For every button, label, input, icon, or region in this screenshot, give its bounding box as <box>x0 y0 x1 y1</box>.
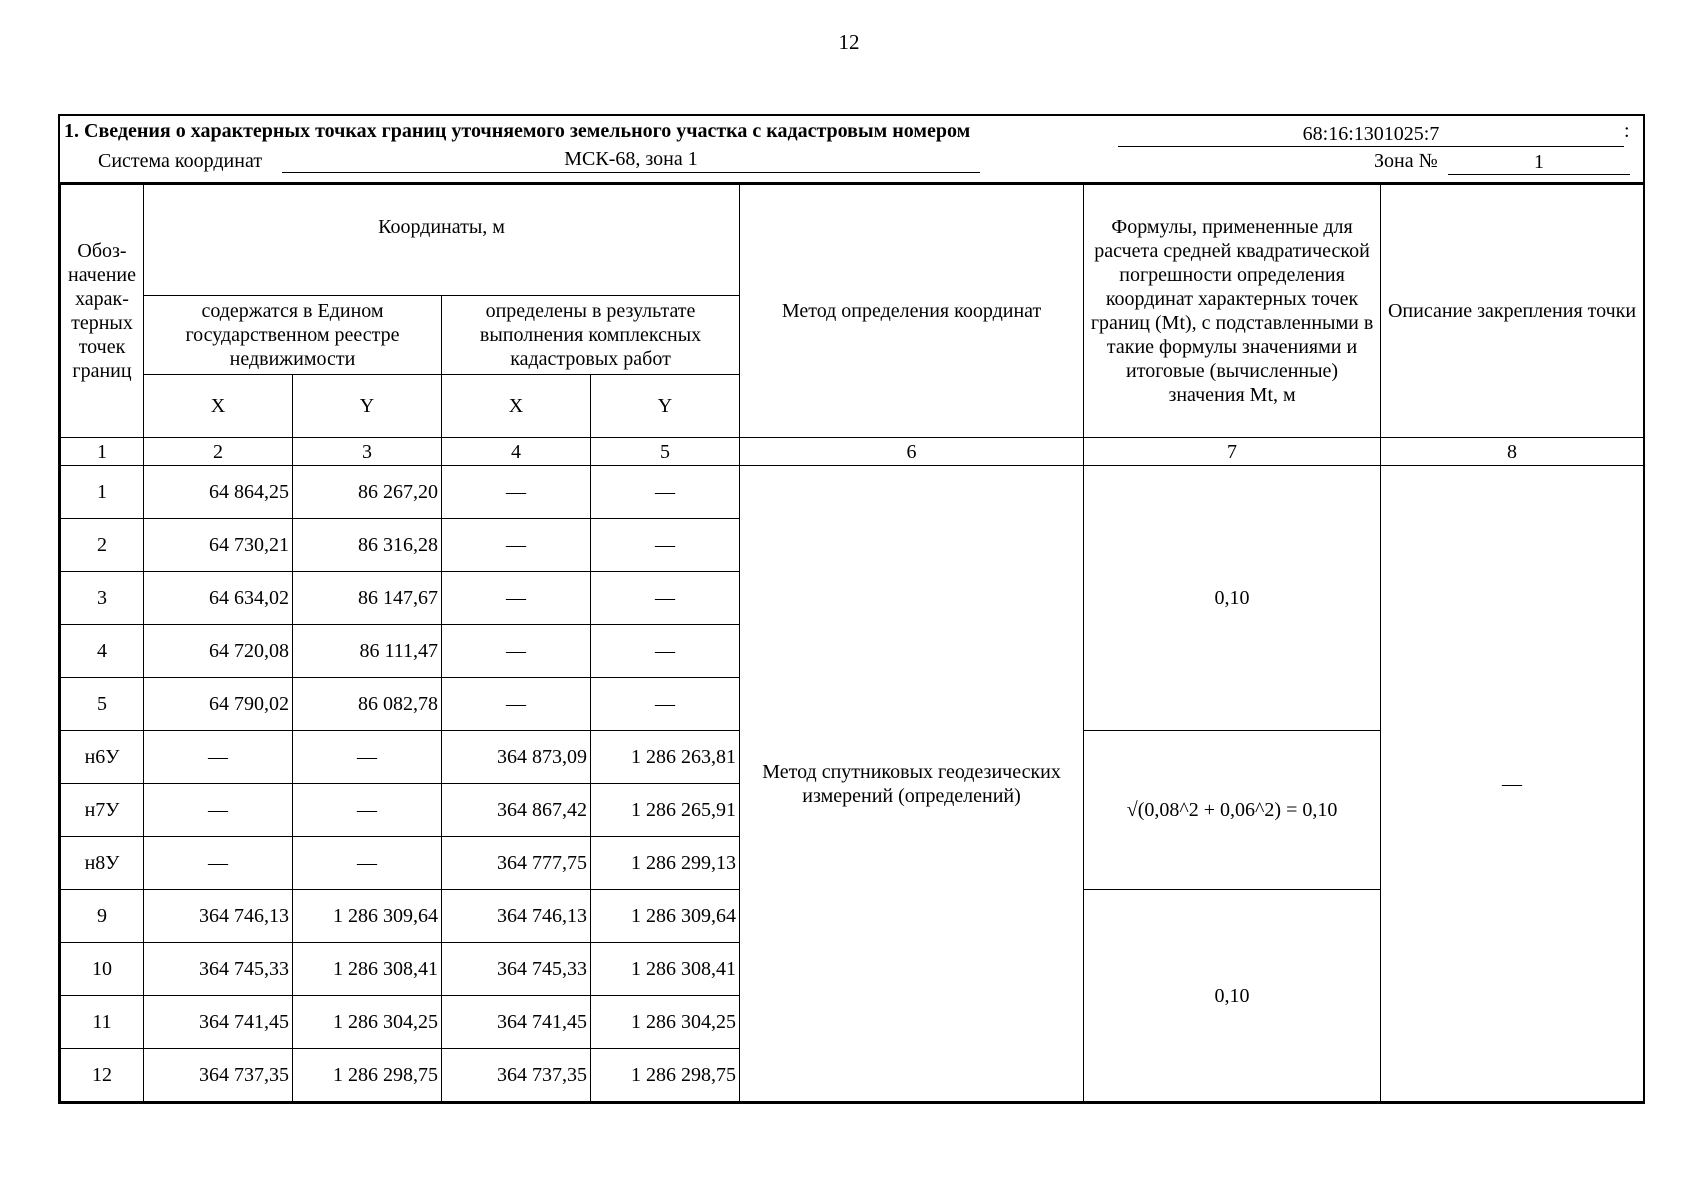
determined-x: 364 741,45 <box>442 996 591 1049</box>
egrn-x: 64 634,02 <box>144 572 293 625</box>
determined-y: 1 286 263,81 <box>591 731 740 784</box>
col-head-determined: определены в результате выполнения комплексных кадастровых работ <box>442 296 740 375</box>
egrn-y: — <box>293 784 442 837</box>
column-numbers-row <box>61 438 1644 466</box>
point-id: 5 <box>61 678 144 731</box>
col-head-coordinates: Координаты, м <box>144 185 740 296</box>
col-head-designation: Обоз-начение харак-терных точек границ <box>61 185 144 438</box>
determined-x: 364 737,35 <box>442 1049 591 1102</box>
egrn-x: 64 720,08 <box>144 625 293 678</box>
col-head-y2: Y <box>591 375 740 438</box>
egrn-y: 1 286 308,41 <box>293 943 442 996</box>
egrn-x: 64 790,02 <box>144 678 293 731</box>
egrn-x: 64 864,25 <box>144 466 293 519</box>
column-number: 2 <box>144 438 293 466</box>
egrn-y: 86 111,47 <box>293 625 442 678</box>
point-id: 2 <box>61 519 144 572</box>
point-id: 3 <box>61 572 144 625</box>
egrn-y: 1 286 309,64 <box>293 890 442 943</box>
determined-x: 364 867,42 <box>442 784 591 837</box>
section-title: 1. Сведения о характерных точках границ уточняемого земельного участка с кадастровым номером <box>64 120 971 142</box>
determined-y: — <box>591 625 740 678</box>
egrn-x: 364 737,35 <box>144 1049 293 1102</box>
egrn-y: 86 316,28 <box>293 519 442 572</box>
description-cell: — <box>1381 466 1644 1102</box>
cadastral-points-table <box>58 114 1645 1104</box>
egrn-y: — <box>293 837 442 890</box>
table-row <box>61 466 1644 519</box>
page-number: 12 <box>838 30 860 54</box>
determined-y: — <box>591 572 740 625</box>
mt-value-cell: 0,10 <box>1084 466 1381 731</box>
col-head-x1: X <box>144 375 293 438</box>
egrn-x: — <box>144 731 293 784</box>
col-head-y1: Y <box>293 375 442 438</box>
determined-y: 1 286 304,25 <box>591 996 740 1049</box>
determined-x: — <box>442 519 591 572</box>
egrn-y: 86 082,78 <box>293 678 442 731</box>
zone-value: 1 <box>1448 150 1630 175</box>
egrn-y: 1 286 298,75 <box>293 1049 442 1102</box>
coord-system-label: Система координат <box>98 150 263 172</box>
col-head-description: Описание закрепления точки <box>1381 185 1644 438</box>
point-id: 9 <box>61 890 144 943</box>
determined-x: 364 873,09 <box>442 731 591 784</box>
section-header <box>60 116 1643 184</box>
points-grid <box>60 184 1644 1102</box>
determined-x: — <box>442 625 591 678</box>
point-id: 11 <box>61 996 144 1049</box>
mt-value-cell: 0,10 <box>1084 890 1381 1102</box>
mt-formula-cell: √(0,08^2 + 0,06^2) = 0,10 <box>1084 731 1381 890</box>
point-id: 4 <box>61 625 144 678</box>
point-id: 12 <box>61 1049 144 1102</box>
column-number: 7 <box>1084 438 1381 466</box>
col-head-egrn: содержатся в Едином государственном реестре недвижимости <box>144 296 442 375</box>
determined-x: 364 746,13 <box>442 890 591 943</box>
egrn-y: — <box>293 731 442 784</box>
col-head-x2: X <box>442 375 591 438</box>
col-head-formulas: Формулы, примененные для расчета средней квадратической погрешности определения координат характерных точек границ (Mt), с подставленными в такие формулы значениями и итоговые (вычисленные) значения Mt, м <box>1084 185 1381 438</box>
egrn-x: — <box>144 837 293 890</box>
header-colon: : <box>1624 120 1630 142</box>
determined-x: 364 745,33 <box>442 943 591 996</box>
column-number: 6 <box>740 438 1084 466</box>
column-number: 1 <box>61 438 144 466</box>
cadastral-number: 68:16:1301025:7 <box>1118 122 1624 147</box>
determined-x: — <box>442 572 591 625</box>
egrn-x: 364 746,13 <box>144 890 293 943</box>
egrn-x: 364 741,45 <box>144 996 293 1049</box>
col-head-method: Метод определения координат <box>740 185 1084 438</box>
point-id: 1 <box>61 466 144 519</box>
column-number: 3 <box>293 438 442 466</box>
column-number: 4 <box>442 438 591 466</box>
egrn-y: 86 147,67 <box>293 572 442 625</box>
determined-x: — <box>442 678 591 731</box>
method-cell: Метод спутниковых геодезических измерений (определений) <box>740 466 1084 1102</box>
egrn-y: 1 286 304,25 <box>293 996 442 1049</box>
point-id: 10 <box>61 943 144 996</box>
coord-system-value: МСК-68, зона 1 <box>282 148 980 173</box>
column-number: 8 <box>1381 438 1644 466</box>
egrn-x: 364 745,33 <box>144 943 293 996</box>
determined-y: — <box>591 678 740 731</box>
egrn-y: 86 267,20 <box>293 466 442 519</box>
egrn-x: — <box>144 784 293 837</box>
determined-y: 1 286 308,41 <box>591 943 740 996</box>
determined-x: 364 777,75 <box>442 837 591 890</box>
point-id: н8У <box>61 837 144 890</box>
determined-x: — <box>442 466 591 519</box>
egrn-x: 64 730,21 <box>144 519 293 572</box>
determined-y: 1 286 309,64 <box>591 890 740 943</box>
determined-y: — <box>591 466 740 519</box>
zone-label: Зона № <box>1374 150 1438 172</box>
determined-y: — <box>591 519 740 572</box>
determined-y: 1 286 265,91 <box>591 784 740 837</box>
point-id: н6У <box>61 731 144 784</box>
determined-y: 1 286 298,75 <box>591 1049 740 1102</box>
determined-y: 1 286 299,13 <box>591 837 740 890</box>
point-id: н7У <box>61 784 144 837</box>
column-number: 5 <box>591 438 740 466</box>
